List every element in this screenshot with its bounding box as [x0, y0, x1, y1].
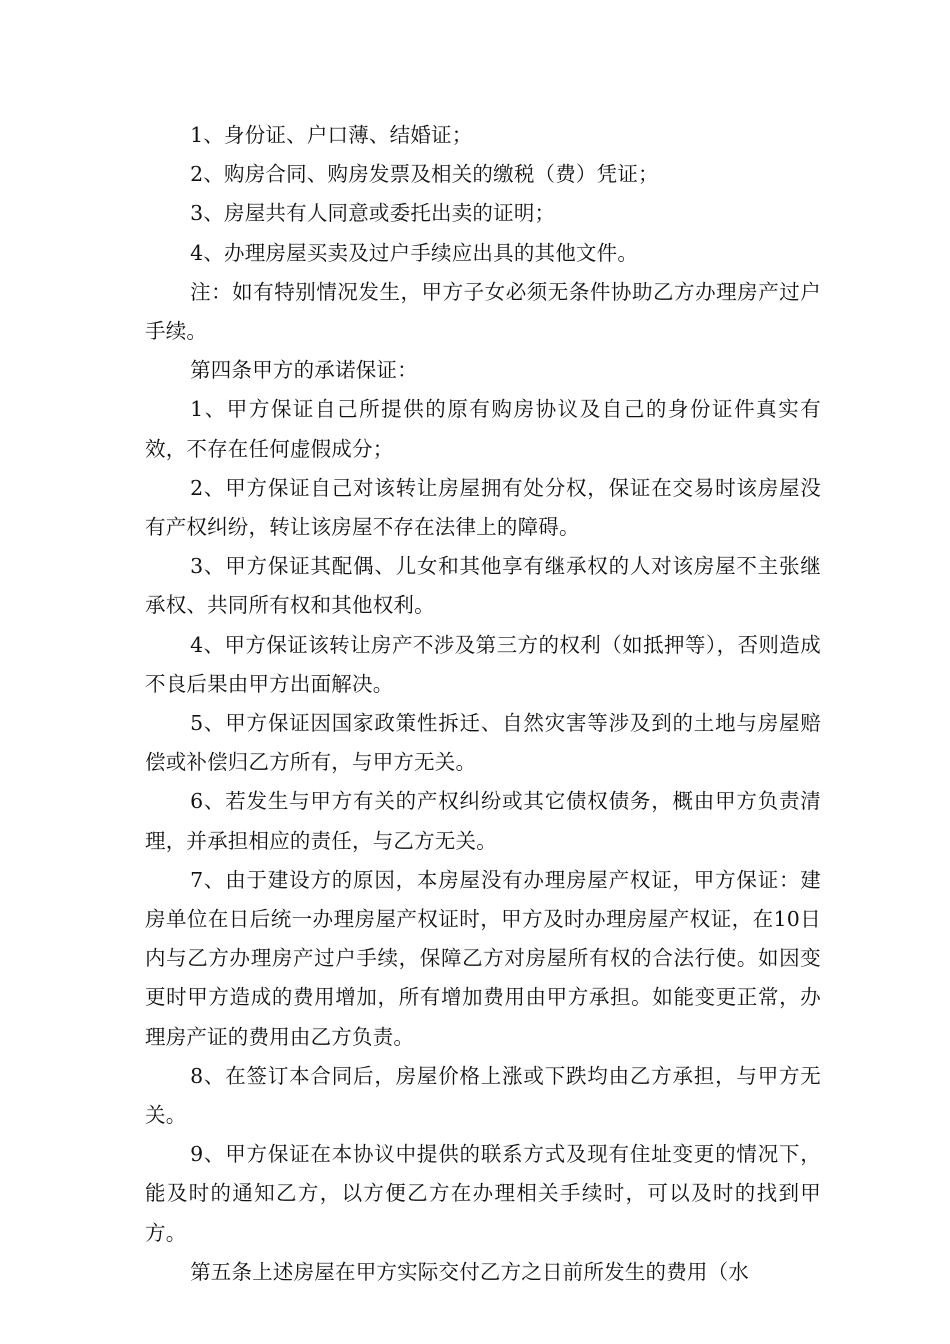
- document-paragraph: 8、在签订本合同后，房屋价格上涨或下跌均由乙方承担，与甲方无关。: [145, 1063, 821, 1128]
- document-paragraph: 1、甲方保证自己所提供的原有购房协议及自己的身份证件真实有效，不存在任何虚假成分；: [145, 397, 821, 461]
- document-paragraph: 4、办理房屋买卖及过户手续应出具的其他文件。: [190, 240, 639, 265]
- document-paragraph: 2、购房合同、购房发票及相关的缴税（费）凭证；: [190, 162, 659, 187]
- document-paragraph: 9、甲方保证在本协议中提供的联系方式及现有住址变更的情况下，能及时的通知乙方，以方便乙方在办理相关手续时，可以及时的找到甲方。: [145, 1142, 821, 1245]
- document-paragraph: 1、身份证、户口薄、结婚证；: [190, 123, 473, 147]
- document-paragraph: 3、房屋共有人同意或委托出卖的证明；: [190, 201, 556, 226]
- document-paragraph: 4、甲方保证该转让房产不涉及第三方的权利（如抵押等），否则造成不良后果由甲方出面解决。: [145, 632, 821, 696]
- document-body: [145, 116, 821, 1292]
- section-heading: 第四条甲方的承诺保证：: [190, 358, 418, 383]
- document-paragraph: 注：如有特别情况发生，甲方子女必须无条件协助乙方办理房产过户手续。: [145, 279, 821, 344]
- document-paragraph: 7、由于建设方的原因，本房屋没有办理房屋产权证，甲方保证：建房单位在日后统一办理房屋产权证时，甲方及时办理房屋产权证，在10日内与乙方办理房产过户手续，保障乙方对房屋所有权的合法行使。如因变更时甲方造成的费用增加，所有增加费用由甲方承担。如能变更正常，办理房产证的费用由乙方负责。: [145, 867, 821, 1049]
- document-paragraph: 5、甲方保证因国家政策性拆迁、自然灾害等涉及到的土地与房屋赔偿或补偿归乙方所有，与甲方无关。: [145, 711, 821, 775]
- section-heading: 第五条上述房屋在甲方实际交付乙方之日前所发生的费用（水: [190, 1259, 749, 1284]
- document-paragraph: 6、若发生与甲方有关的产权纠纷或其它债权债务，概由甲方负责清理，并承担相应的责任，与乙方无关。: [145, 789, 821, 853]
- document-paragraph: 2、甲方保证自己对该转让房屋拥有处分权，保证在交易时该房屋没有产权纠纷，转让该房屋不存在法律上的障碍。: [145, 475, 821, 540]
- document-paragraph: 3、甲方保证其配偶、儿女和其他享有继承权的人对该房屋不主张继承权、共同所有权和其他权利。: [145, 554, 821, 618]
